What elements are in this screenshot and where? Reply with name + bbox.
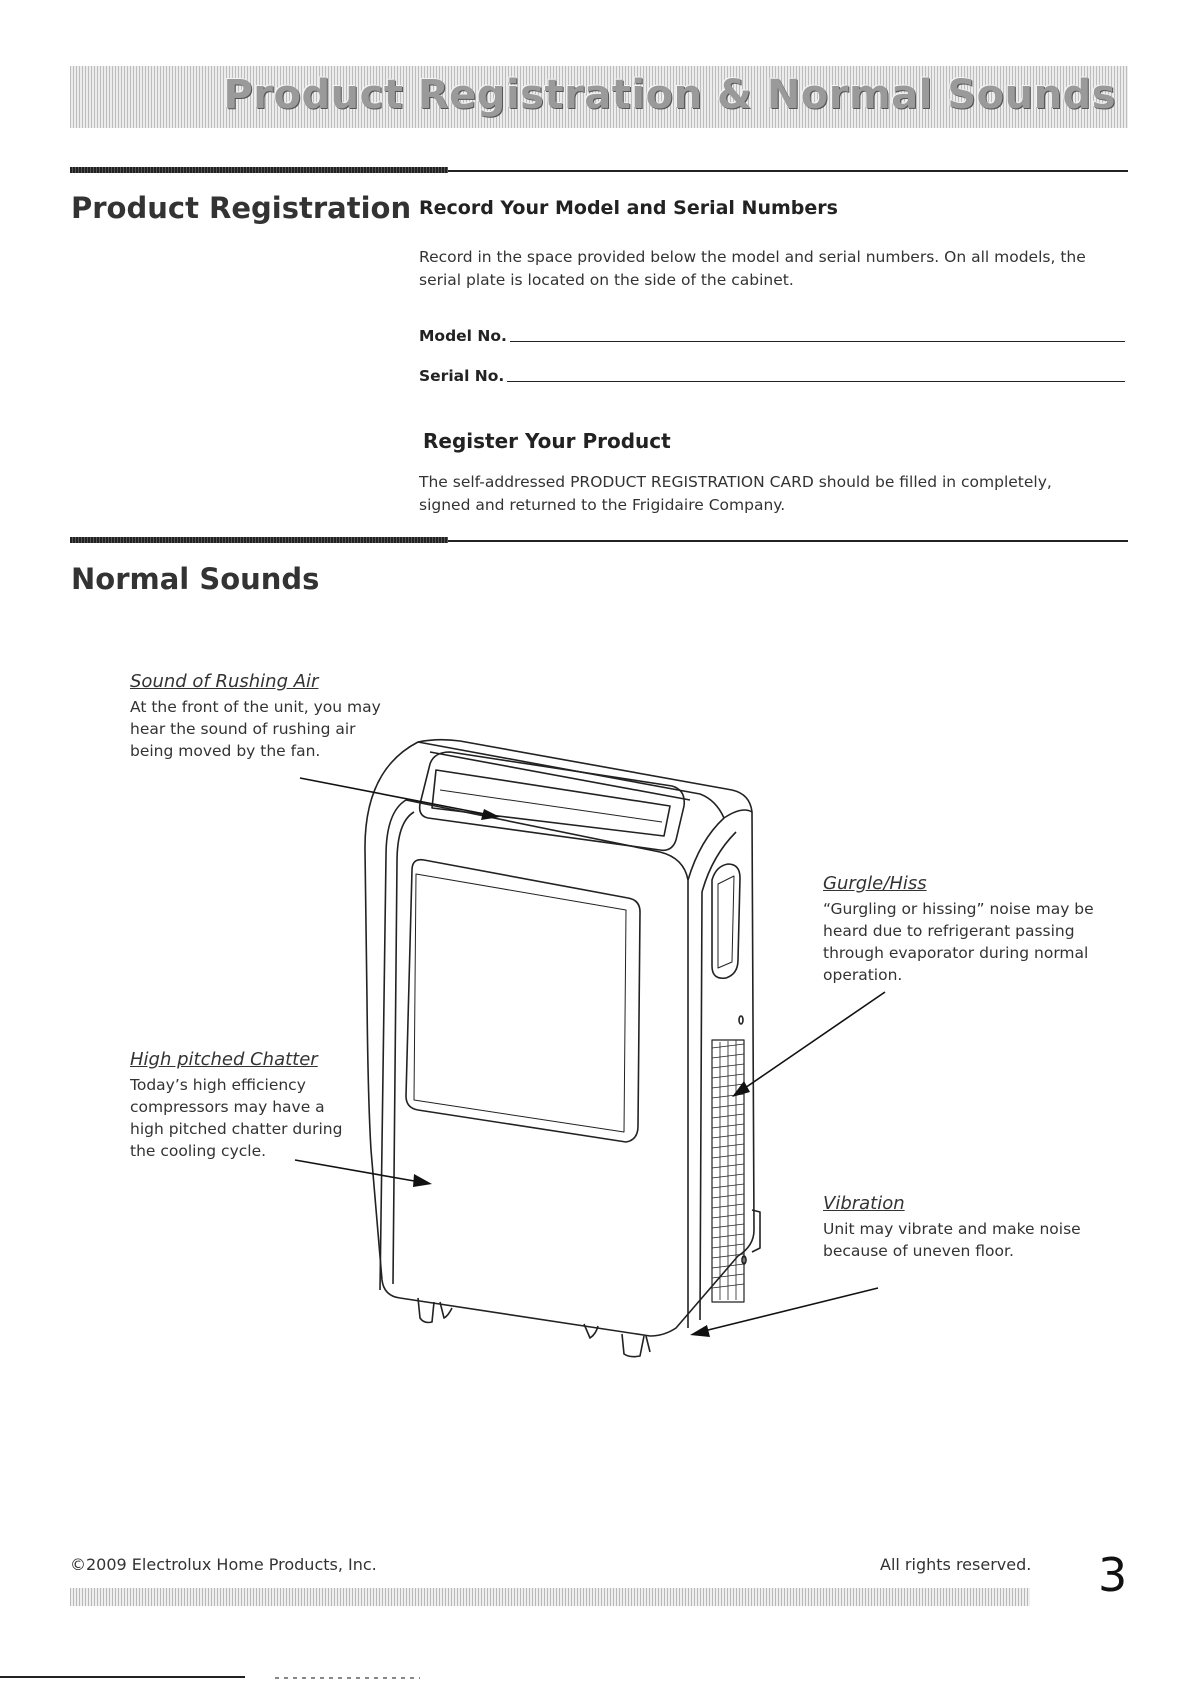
record-numbers-heading: Record Your Model and Serial Numbers bbox=[419, 197, 838, 219]
caption-chatter-line: high pitched chatter during bbox=[130, 1120, 343, 1138]
caption-gurgle-hiss bbox=[823, 873, 1123, 986]
caption-chatter-line: Today’s high efficiency bbox=[130, 1076, 306, 1094]
scan-artifact-line bbox=[0, 1676, 245, 1678]
model-number-label: Model No. bbox=[419, 327, 507, 345]
footer-bar bbox=[70, 1588, 1030, 1606]
caption-gurgle-title: Gurgle/Hiss bbox=[823, 873, 927, 894]
caption-rushing-air-line: hear the sound of rushing air bbox=[130, 720, 356, 738]
caption-chatter-line: the cooling cycle. bbox=[130, 1142, 267, 1160]
caption-chatter-line: compressors may have a bbox=[130, 1098, 325, 1116]
page-number: 3 bbox=[1098, 1548, 1128, 1602]
caption-high-pitched-chatter bbox=[130, 1049, 370, 1162]
scan-artifact-dots bbox=[275, 1677, 420, 1679]
page-title: Product Registration & Normal Sounds bbox=[223, 72, 1116, 118]
caption-vibration bbox=[823, 1193, 1123, 1262]
caption-gurgle-line: operation. bbox=[823, 966, 903, 984]
copyright-notice: ©2009 Electrolux Home Products, Inc. bbox=[70, 1555, 377, 1574]
caption-rushing-air bbox=[130, 671, 400, 762]
caption-rushing-air-line: At the front of the unit, you may bbox=[130, 698, 381, 716]
caption-vibration-line: Unit may vibrate and make noise bbox=[823, 1220, 1081, 1238]
caption-rushing-air-line: being moved by the fan. bbox=[130, 742, 321, 760]
rights-notice: All rights reserved. bbox=[880, 1555, 1032, 1574]
caption-vibration-line: because of uneven floor. bbox=[823, 1242, 1014, 1260]
register-product-heading: Register Your Product bbox=[423, 429, 671, 453]
serial-number-label: Serial No. bbox=[419, 367, 505, 385]
caption-chatter-title: High pitched Chatter bbox=[130, 1049, 318, 1070]
register-instructions-line-2: signed and returned to the Frigidaire Company. bbox=[419, 496, 786, 514]
caption-rushing-air-title: Sound of Rushing Air bbox=[130, 671, 319, 692]
section-title-product-registration: Product Registration bbox=[71, 191, 412, 225]
section-title-normal-sounds: Normal Sounds bbox=[71, 562, 320, 596]
register-instructions-line-1: The self-addressed PRODUCT REGISTRATION CARD should be filled in completely, bbox=[419, 473, 1052, 491]
caption-vibration-title: Vibration bbox=[823, 1193, 905, 1214]
caption-gurgle-line: “Gurgling or hissing” noise may be bbox=[823, 900, 1094, 918]
caption-gurgle-line: heard due to refrigerant passing bbox=[823, 922, 1075, 940]
record-instructions-line-1: Record in the space provided below the model and serial numbers. On all models, the bbox=[419, 248, 1086, 266]
record-instructions-line-2: serial plate is located on the side of the cabinet. bbox=[419, 271, 794, 289]
caption-gurgle-line: through evaporator during normal bbox=[823, 944, 1089, 962]
